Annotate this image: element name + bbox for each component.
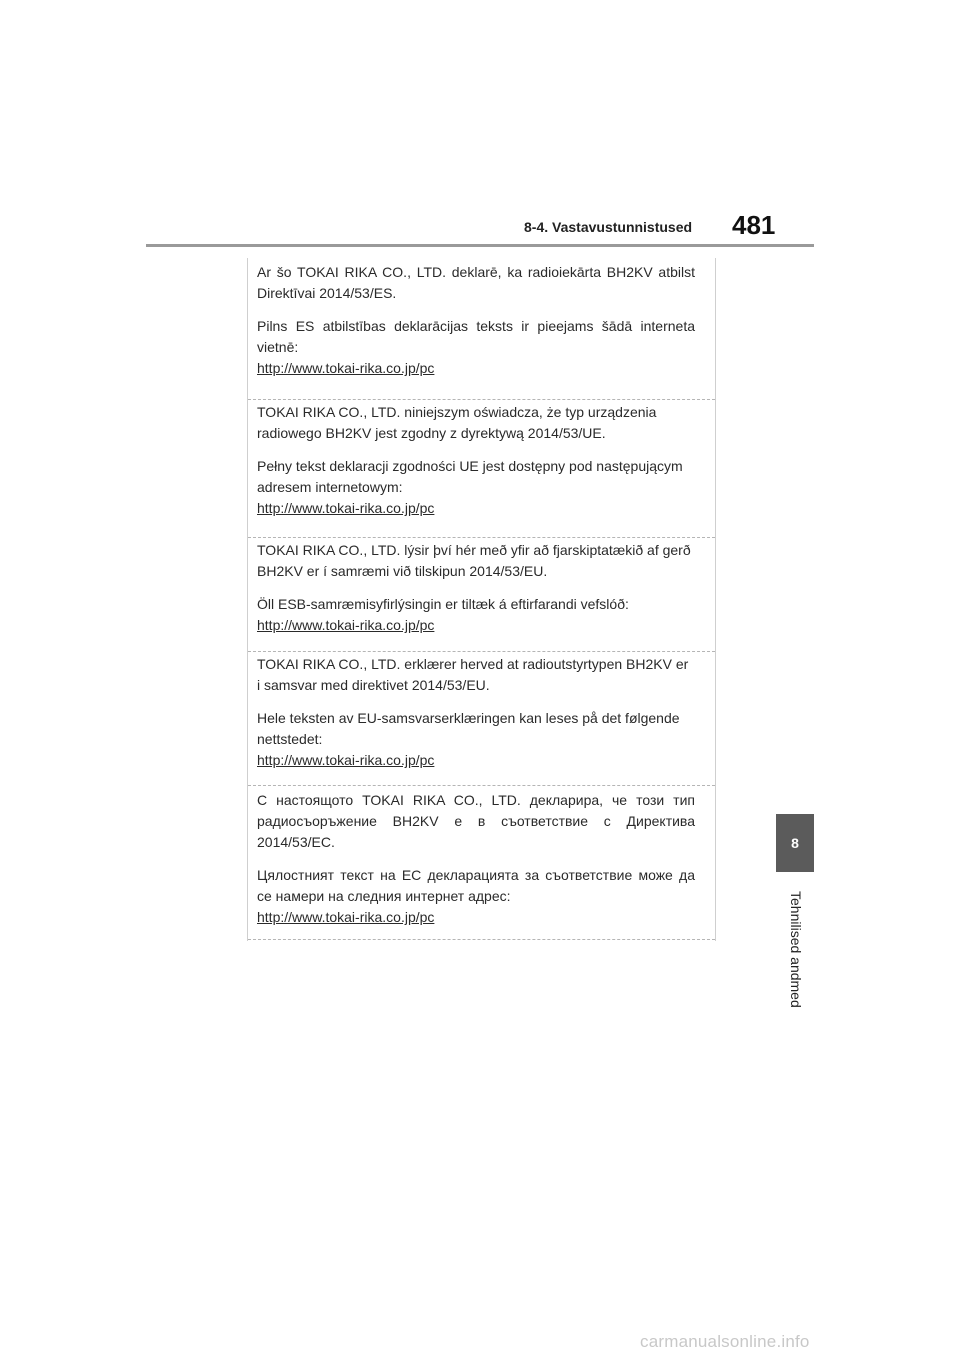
declaration-line: adresem internetowym: — [257, 479, 403, 495]
declaration-line: vietnē: — [257, 339, 299, 355]
declaration-line: TOKAI RIKA CO., LTD. niniejszym oświadcza, że typ urządzenia — [257, 404, 657, 420]
section-title: 8-4. Vastavustunnistused — [524, 219, 693, 235]
declaration-line: Pilns ES atbilstības deklarācijas teksts ir pieejams šādā interneta — [257, 318, 695, 334]
declaration-url-link[interactable]: http://www.tokai-rika.co.jp/pc — [257, 500, 435, 516]
declaration-line: Цялостният текст на ЕС декларацията за съответствие може да — [257, 867, 695, 883]
declaration-line: Direktīvai 2014/53/ES. — [257, 285, 397, 301]
declaration-block-icelandic — [248, 538, 715, 652]
declaration-line: TOKAI RIKA CO., LTD. lýsir því hér með yfir að fjarskiptatækið af gerð — [257, 542, 691, 558]
declaration-line: се намери на следния интернет адрес: — [257, 888, 511, 904]
declaration-block-latvian — [248, 262, 715, 400]
declaration-line: TOKAI RIKA CO., LTD. erklærer herved at radioutstyrtypen BH2KV er — [257, 656, 689, 672]
chapter-number: 8 — [791, 835, 799, 851]
declaration-block-norwegian — [248, 652, 715, 786]
declaration-line: i samsvar med direktivet 2014/53/EU. — [257, 677, 490, 693]
declaration-block-polish — [248, 400, 715, 538]
page-number: 481 — [732, 210, 776, 240]
declaration-line: radiowego BH2KV jest zgodny z dyrektywą 2014/53/UE. — [257, 425, 606, 441]
declaration-line: Pełny tekst deklaracji zgodności UE jest dostępny pod następującym — [257, 458, 683, 474]
declaration-url-link[interactable]: http://www.tokai-rika.co.jp/pc — [257, 909, 435, 925]
declaration-line: радиосъоръжение BH2KV е в съответствие с Директива — [257, 813, 695, 829]
chapter-label: Tehnilised andmed — [788, 890, 804, 1008]
declaration-url-link[interactable]: http://www.tokai-rika.co.jp/pc — [257, 360, 435, 376]
declaration-line: Öll ESB-samræmisyfirlýsingin er tiltæk á eftirfarandi vefslóð: — [257, 596, 629, 612]
declaration-url-link[interactable]: http://www.tokai-rika.co.jp/pc — [257, 752, 435, 768]
declaration-line: BH2KV er í samræmi við tilskipun 2014/53/EU. — [257, 563, 548, 579]
declaration-line: Hele teksten av EU-samsvarserklæringen kan leses på det følgende — [257, 710, 680, 726]
header-divider — [146, 244, 814, 247]
declaration-url-link[interactable]: http://www.tokai-rika.co.jp/pc — [257, 617, 435, 633]
watermark: carmanualsonline.info — [640, 1332, 810, 1351]
declaration-block-bulgarian — [248, 786, 715, 940]
chapter-tab — [776, 814, 814, 872]
declaration-line: nettstedet: — [257, 731, 323, 747]
declaration-line: 2014/53/ЕС. — [257, 834, 335, 850]
declaration-line: Ar šo TOKAI RIKA CO., LTD. deklarē, ka radioiekārta BH2KV atbilst — [257, 264, 695, 280]
declarations-box — [247, 258, 716, 941]
declaration-line: С настоящото TOKAI RIKA CO., LTD. декларира, че този тип — [257, 792, 695, 808]
